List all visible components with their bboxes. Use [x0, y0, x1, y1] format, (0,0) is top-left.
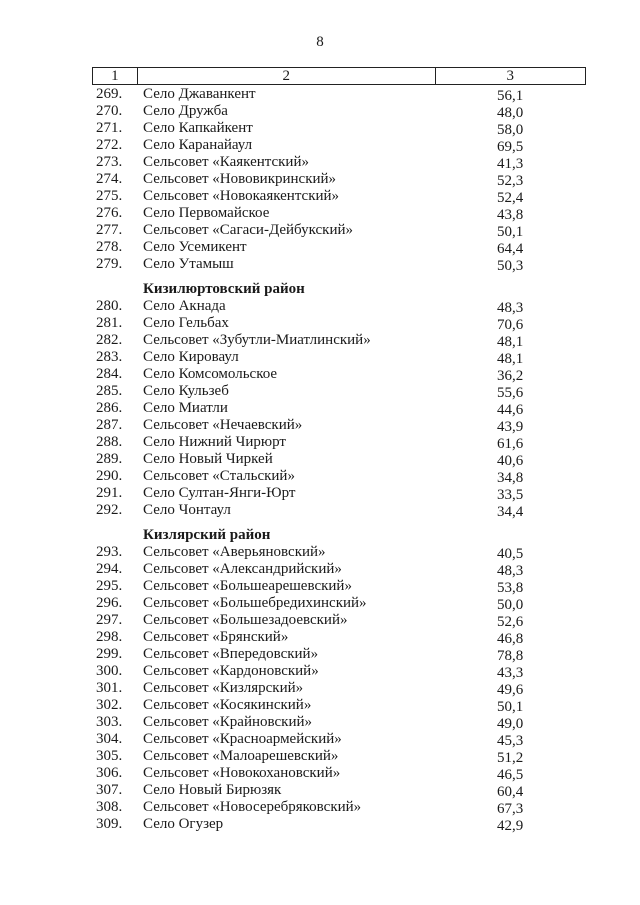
table-row: [0, 86, 640, 103]
row-number: 293.: [96, 544, 123, 560]
row-number: 276.: [96, 205, 123, 221]
row-name: Сельсовет «Кардоновский»: [143, 663, 319, 679]
row-name: Село Султан-Янги-Юрт: [143, 485, 296, 501]
row-value: 48,3: [497, 563, 524, 579]
section-heading: [0, 273, 640, 298]
row-number: 283.: [96, 349, 123, 365]
row-value: 50,1: [497, 699, 524, 715]
section-heading: [0, 519, 640, 544]
row-number: 299.: [96, 646, 123, 662]
table-body: [0, 86, 640, 833]
row-value: 60,4: [497, 784, 524, 800]
row-value: 64,4: [497, 241, 524, 257]
table-row: [0, 663, 640, 680]
row-value: 51,2: [497, 750, 524, 766]
row-name: Село Усемикент: [143, 239, 247, 255]
row-number: 297.: [96, 612, 123, 628]
row-number: 275.: [96, 188, 123, 204]
row-value: 36,2: [497, 368, 524, 384]
table-row: [0, 612, 640, 629]
row-number: 290.: [96, 468, 123, 484]
row-number: 295.: [96, 578, 123, 594]
row-name: Сельсовет «Новосеребряковский»: [143, 799, 362, 815]
row-number: 292.: [96, 502, 123, 518]
table-row: [0, 595, 640, 612]
header-col-3: 3: [435, 68, 585, 85]
row-number: 288.: [96, 434, 123, 450]
row-value: 50,0: [497, 597, 524, 613]
row-name: Сельсовет «Нововикринский»: [143, 171, 337, 187]
row-number: 286.: [96, 400, 123, 416]
row-number: 298.: [96, 629, 123, 645]
row-number: 269.: [96, 86, 123, 102]
row-number: 281.: [96, 315, 123, 331]
row-name: Село Кульзеб: [143, 383, 229, 399]
row-number: 303.: [96, 714, 123, 730]
row-number: 305.: [96, 748, 123, 764]
table-row: [0, 799, 640, 816]
table-row: [0, 731, 640, 748]
table-row: [0, 578, 640, 595]
table-row: [0, 629, 640, 646]
row-name: Сельсовет «Нечаевский»: [143, 417, 303, 433]
row-value: 61,6: [497, 436, 524, 452]
table-row: [0, 468, 640, 485]
table-row: [0, 816, 640, 833]
table-row: [0, 366, 640, 383]
row-name: Село Новый Чиркей: [143, 451, 273, 467]
section-title: Кизлярский район: [143, 527, 271, 543]
row-value: 43,9: [497, 419, 524, 435]
row-value: 49,0: [497, 716, 524, 732]
row-value: 46,5: [497, 767, 524, 783]
row-value: 48,1: [497, 334, 524, 350]
row-value: 52,4: [497, 190, 524, 206]
table-row: [0, 561, 640, 578]
table-row: [0, 765, 640, 782]
row-name: Сельсовет «Брянский»: [143, 629, 289, 645]
row-name: Сельсовет «Каякентский»: [143, 154, 309, 170]
row-number: 278.: [96, 239, 123, 255]
row-number: 300.: [96, 663, 123, 679]
row-name: Село Комсомольское: [143, 366, 278, 382]
row-name: Сельсовет «Новокохановский»: [143, 765, 341, 781]
row-name: Село Миатли: [143, 400, 228, 416]
row-number: 304.: [96, 731, 123, 747]
row-name: Село Первомайское: [143, 205, 270, 221]
row-number: 309.: [96, 816, 123, 832]
table-row: [0, 154, 640, 171]
table-row: [0, 782, 640, 799]
row-number: 284.: [96, 366, 123, 382]
row-number: 302.: [96, 697, 123, 713]
table-row: [0, 451, 640, 468]
row-name: Село Новый Бирюзяк: [143, 782, 282, 798]
row-name: Сельсовет «Аверьяновский»: [143, 544, 326, 560]
table-row: [0, 256, 640, 273]
table-row: [0, 502, 640, 519]
row-name: Село Кироваул: [143, 349, 239, 365]
row-name: Сельсовет «Большебредихинский»: [143, 595, 367, 611]
row-value: 67,3: [497, 801, 524, 817]
row-value: 44,6: [497, 402, 524, 418]
row-value: 58,0: [497, 122, 524, 138]
table-row: [0, 137, 640, 154]
row-name: Село Джаванкент: [143, 86, 256, 102]
row-name: Сельсовет «Впередовский»: [143, 646, 319, 662]
table-row: [0, 188, 640, 205]
table-row: [0, 298, 640, 315]
row-name: Сельсовет «Новокаякентский»: [143, 188, 340, 204]
table-row: [0, 485, 640, 502]
table-row: [0, 120, 640, 137]
row-value: 43,8: [497, 207, 524, 223]
table-row: [0, 400, 640, 417]
row-number: 301.: [96, 680, 123, 696]
row-value: 48,1: [497, 351, 524, 367]
row-number: 282.: [96, 332, 123, 348]
row-name: Село Гельбах: [143, 315, 229, 331]
table-header: [92, 67, 586, 85]
row-name: Село Утамыш: [143, 256, 234, 272]
row-value: 34,8: [497, 470, 524, 486]
row-number: 285.: [96, 383, 123, 399]
row-name: Сельсовет «Кизлярский»: [143, 680, 304, 696]
row-value: 55,6: [497, 385, 524, 401]
row-number: 307.: [96, 782, 123, 798]
row-number: 279.: [96, 256, 123, 272]
row-name: Сельсовет «Косякинский»: [143, 697, 312, 713]
table-row: [0, 646, 640, 663]
row-name: Село Чонтаул: [143, 502, 231, 518]
row-number: 280.: [96, 298, 123, 314]
row-name: Сельсовет «Александрийский»: [143, 561, 342, 577]
table-row: [0, 697, 640, 714]
row-name: Сельсовет «Большеарешевский»: [143, 578, 352, 594]
row-name: Сельсовет «Красноармейский»: [143, 731, 342, 747]
row-number: 294.: [96, 561, 123, 577]
header-col-1: 1: [93, 68, 138, 85]
row-name: Сельсовет «Малоарешевский»: [143, 748, 339, 764]
row-name: Сельсовет «Сагаси-Дейбукский»: [143, 222, 354, 238]
row-value: 52,6: [497, 614, 524, 630]
row-number: 287.: [96, 417, 123, 433]
row-number: 291.: [96, 485, 123, 501]
section-title: Кизилюртовский район: [143, 281, 305, 297]
row-number: 289.: [96, 451, 123, 467]
row-name: Село Дружба: [143, 103, 228, 119]
row-value: 34,4: [497, 504, 524, 520]
table-row: [0, 222, 640, 239]
row-name: Сельсовет «Зубутли-Миатлинский»: [143, 332, 371, 348]
row-number: 274.: [96, 171, 123, 187]
row-value: 40,5: [497, 546, 524, 562]
table-row: [0, 748, 640, 765]
row-value: 41,3: [497, 156, 524, 172]
row-number: 273.: [96, 154, 123, 170]
row-number: 277.: [96, 222, 123, 238]
row-name: Сельсовет «Стальский»: [143, 468, 295, 484]
row-number: 270.: [96, 103, 123, 119]
row-value: 42,9: [497, 818, 524, 834]
row-name: Село Капкайкент: [143, 120, 253, 136]
table-row: [0, 205, 640, 222]
table-row: [0, 239, 640, 256]
row-name: Село Акнада: [143, 298, 226, 314]
row-name: Сельсовет «Крайновский»: [143, 714, 312, 730]
row-value: 70,6: [497, 317, 524, 333]
row-value: 78,8: [497, 648, 524, 664]
row-value: 43,3: [497, 665, 524, 681]
table-row: [0, 332, 640, 349]
header-col-2: 2: [137, 68, 435, 85]
table-row: [0, 544, 640, 561]
row-number: 272.: [96, 137, 123, 153]
row-value: 69,5: [497, 139, 524, 155]
row-value: 48,3: [497, 300, 524, 316]
row-value: 50,3: [497, 258, 524, 274]
row-value: 48,0: [497, 105, 524, 121]
row-name: Село Нижний Чирюрт: [143, 434, 286, 450]
row-number: 308.: [96, 799, 123, 815]
table-row: [0, 315, 640, 332]
row-value: 56,1: [497, 88, 524, 104]
row-value: 45,3: [497, 733, 524, 749]
table-row: [0, 714, 640, 731]
row-value: 50,1: [497, 224, 524, 240]
row-value: 46,8: [497, 631, 524, 647]
table-row: [0, 434, 640, 451]
table-row: [0, 103, 640, 120]
row-number: 271.: [96, 120, 123, 136]
row-number: 296.: [96, 595, 123, 611]
row-name: Сельсовет «Большезадоевский»: [143, 612, 348, 628]
row-value: 52,3: [497, 173, 524, 189]
row-name: Село Каранайаул: [143, 137, 253, 153]
table-row: [0, 417, 640, 434]
table-row: [0, 680, 640, 697]
row-value: 33,5: [497, 487, 524, 503]
table-row: [0, 349, 640, 366]
row-value: 49,6: [497, 682, 524, 698]
table-row: [0, 383, 640, 400]
page-number: 8: [316, 34, 324, 50]
table-row: [0, 171, 640, 188]
row-number: 306.: [96, 765, 123, 781]
row-value: 40,6: [497, 453, 524, 469]
row-value: 53,8: [497, 580, 524, 596]
row-name: Село Огузер: [143, 816, 224, 832]
